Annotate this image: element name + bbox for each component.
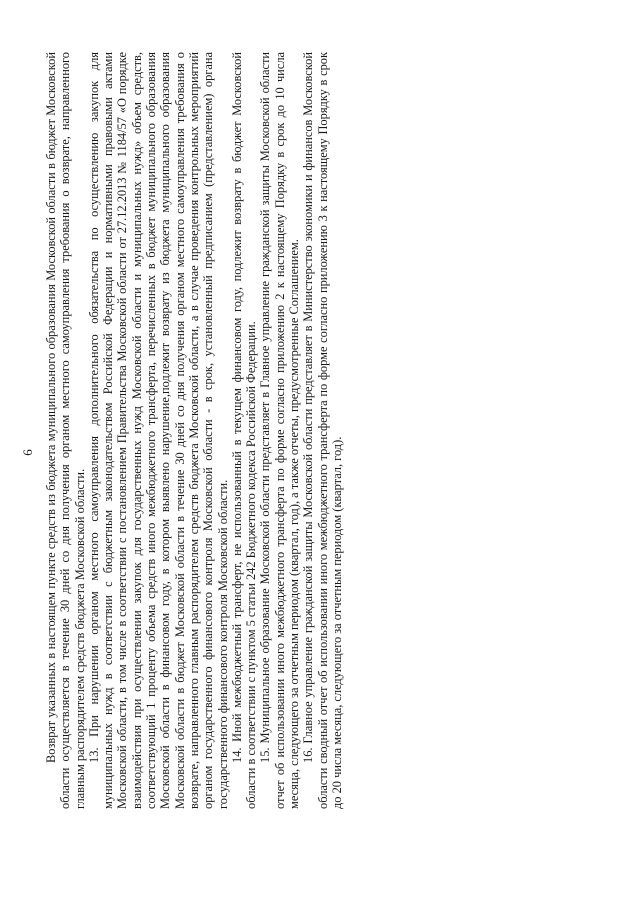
document-body <box>44 52 344 809</box>
paragraph-16: 16. Главное управление гражданской защиты Московской области представляет в Министерство экономики и финансов Московской области сводный отчет об использовании иного межбюджетного трансферта по форме согласно приложению 3 к настоящему Порядку в срок до 20 числа месяца, следующего за отчетным периодом (квартал, год). <box>301 52 344 809</box>
paragraph-return-of-funds: Возврат указанных в настоящем пункте средств из бюджета муниципального образования Московской области в бюджет Московской области осуществляется в течение 30 дней со дня получения органом местного самоуправления требования о возврате, направленного главным распорядителем средств бюджета Московской области. <box>44 52 87 809</box>
page-number: 6 <box>20 449 35 456</box>
paragraph-13: 13. При нарушении органом местного самоуправления дополнительного обязательства по осуществлению закупок для муниципальных нужд в соответствии с бюджетным законодательством Российской Федерации и нормативными правовыми актами Московской области, в том числе в соответствии с постановлением Правительства Московской области от 27.12.2013 № 1184/57 «О порядке взаимодействия при осуществлении закупок для государственных нужд Московской области и муниципальных нужд» объем средств, соответствующий 1 проценту объема средств иного межбюджетного трансферта, перечисленных в бюджет муниципального образования Московской области в финансовом году, в котором выявлено нарушение,подлежит возврату из бюджета муниципального образования Московской области в бюджет Московской области в течение 30 дней со дня получения органом местного самоуправления требования о возврате, направленного главным распорядителем средств бюджета Московской области, а в случае проведения контрольных мероприятий органом государственного финансового контроля Московской области - в срок, установленный предписанием (представлением) органа государственного финансового контроля Московской области. <box>86 52 230 809</box>
paragraph-15: 15. Муниципальное образование Московской области представляет в Главное управление гражданской защиты Московской области отчет об использовании иного межбюджетного трансферта по форме согласно приложению 2 к настоящему Порядку в срок до 10 числа месяца, следующего за отчетным периодом (квартал, год), а также отчеты, предусмотренные Соглашением. <box>258 52 302 809</box>
paragraph-14: 14. Иной межбюджетный трансферт, не использованный в текущем финансовом году, подлежит возврату в бюджет Московской области в соответствии с пунктом 5 статьи 242 Бюджетного кодекса Российской Федерации. <box>229 52 259 809</box>
